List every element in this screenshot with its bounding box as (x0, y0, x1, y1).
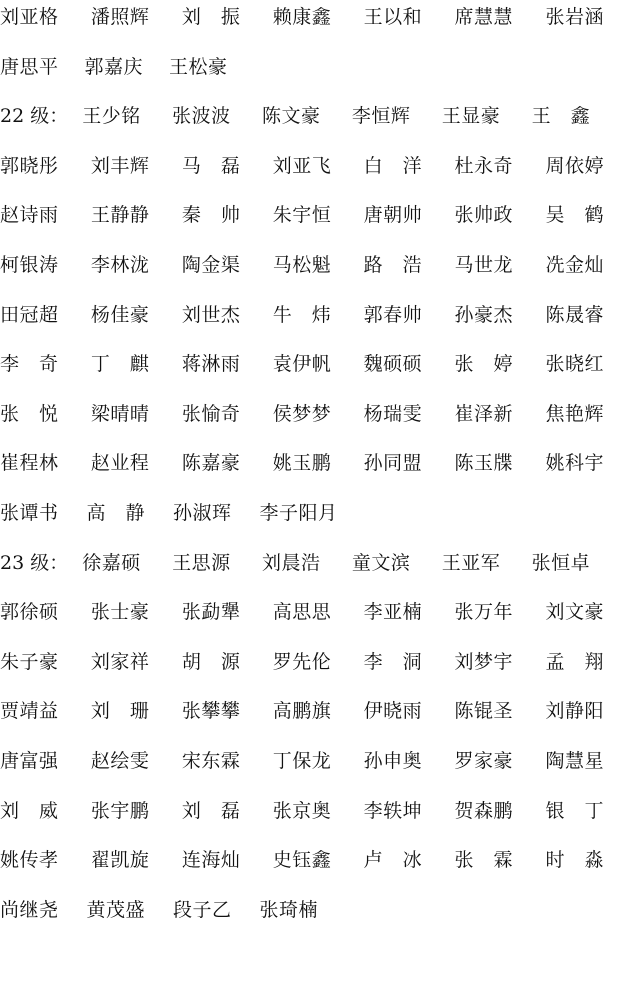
person-name: 王少铭 (82, 105, 141, 128)
person-name: 孙豪杰 (454, 303, 514, 326)
name-line (0, 300, 618, 330)
name-group (0, 448, 604, 478)
person-name: 赵诗雨 (0, 204, 59, 227)
person-name: 张万年 (454, 601, 514, 624)
person-name: 张士豪 (90, 601, 150, 624)
name-line (0, 895, 618, 925)
person-name: 张 霖 (454, 849, 514, 872)
name-line (0, 349, 618, 379)
person-name: 李 奇 (0, 353, 59, 376)
person-name: 陈晟睿 (545, 303, 604, 326)
person-name: 张勐犟 (181, 601, 241, 624)
person-name: 王静静 (90, 204, 150, 227)
person-name: 王思源 (172, 551, 231, 574)
name-group (0, 597, 604, 627)
person-name: 郭春帅 (363, 303, 423, 326)
person-name: 王亚军 (441, 551, 501, 574)
name-line (0, 796, 618, 826)
name-line (0, 101, 618, 131)
person-name: 段子乙 (173, 898, 232, 921)
person-name: 崔泽新 (454, 402, 514, 425)
person-name: 张恒卓 (531, 551, 591, 574)
person-name: 姚科宇 (545, 452, 604, 475)
name-group (0, 300, 604, 330)
name-line (0, 2, 618, 32)
person-name: 焦艳辉 (545, 402, 604, 425)
person-name: 周依婷 (545, 154, 604, 177)
name-group (0, 399, 604, 429)
name-group (0, 2, 604, 32)
person-name: 朱子豪 (0, 650, 59, 673)
name-line (0, 746, 618, 776)
person-name: 赖康鑫 (272, 6, 332, 28)
person-name: 杨瑞雯 (363, 402, 423, 425)
name-group (82, 548, 590, 578)
person-name: 尚继尧 (0, 898, 59, 921)
person-name: 白 洋 (363, 154, 423, 177)
name-line (0, 498, 618, 528)
person-name: 马松魁 (272, 254, 332, 276)
person-name: 姚玉鹏 (272, 452, 332, 475)
person-name: 刘晨浩 (262, 551, 321, 574)
person-name: 伊晓雨 (363, 700, 423, 723)
name-group (0, 349, 604, 379)
person-name: 刘世杰 (181, 303, 241, 326)
person-name: 王 鑫 (531, 105, 591, 128)
person-name: 唐富强 (0, 750, 59, 772)
person-name: 高思思 (272, 601, 332, 624)
person-name: 贺森鹏 (454, 799, 514, 822)
person-name: 刘丰辉 (90, 154, 150, 177)
person-name: 丁保龙 (272, 750, 332, 772)
person-name: 蒋淋雨 (181, 353, 241, 376)
name-group (82, 101, 590, 131)
person-name: 张晓红 (545, 353, 604, 376)
person-name: 黄茂盛 (86, 898, 146, 921)
name-line (0, 52, 618, 82)
person-name: 孙淑珲 (173, 502, 232, 524)
person-name: 刘亚格 (0, 6, 59, 28)
person-name: 杨佳豪 (90, 303, 150, 326)
name-line (0, 250, 618, 280)
person-name: 席慧慧 (454, 6, 514, 28)
person-name: 宋东霖 (181, 750, 241, 772)
person-name: 魏硕硕 (363, 353, 423, 376)
person-name: 李亚楠 (363, 601, 423, 624)
person-name: 连海灿 (181, 849, 241, 872)
person-name: 陶慧星 (545, 750, 604, 772)
person-name: 银 丁 (545, 799, 604, 822)
person-name: 李恒辉 (351, 105, 411, 128)
person-name: 刘 威 (0, 799, 59, 822)
person-name: 张愉奇 (181, 402, 241, 425)
person-name: 张 婷 (454, 353, 514, 376)
person-name: 胡 源 (181, 650, 241, 673)
person-name: 陶金渠 (181, 254, 241, 276)
name-line (0, 597, 618, 627)
person-name: 刘 珊 (90, 700, 150, 723)
person-name: 赵业程 (90, 452, 150, 475)
person-name: 高 静 (86, 502, 146, 524)
name-group (0, 200, 604, 230)
person-name: 张攀攀 (181, 700, 241, 723)
person-name: 刘静阳 (545, 700, 604, 723)
person-name: 卢 冰 (363, 849, 423, 872)
person-name: 张 悦 (0, 402, 59, 425)
person-name: 罗先伦 (272, 650, 332, 673)
name-line (0, 548, 618, 578)
person-name: 陈嘉豪 (181, 452, 241, 475)
person-name: 秦 帅 (181, 204, 241, 227)
name-group (0, 796, 604, 826)
person-name: 王显豪 (441, 105, 501, 128)
person-name: 姚传孝 (0, 849, 59, 872)
person-name: 陈文豪 (262, 105, 321, 128)
person-name: 刘 磊 (181, 799, 241, 822)
person-name: 李轶坤 (363, 799, 423, 822)
person-name: 唐朝帅 (363, 204, 423, 227)
person-name: 孙申奥 (363, 750, 423, 772)
name-group (0, 52, 604, 82)
name-group (0, 746, 604, 776)
person-name: 陈玉牒 (454, 452, 514, 475)
person-name: 路 浩 (363, 254, 423, 276)
person-name: 田冠超 (0, 303, 59, 326)
name-line (0, 448, 618, 478)
person-name: 唐思平 (0, 55, 59, 78)
name-line (0, 647, 618, 677)
person-name: 童文滨 (351, 551, 411, 574)
person-name: 吴 鹤 (545, 204, 604, 227)
person-name: 张岩涵 (545, 6, 604, 28)
person-name: 马世龙 (454, 254, 514, 276)
person-name: 翟凯旋 (90, 849, 150, 872)
person-name: 史钰鑫 (272, 849, 332, 872)
person-name: 崔程林 (0, 452, 59, 475)
name-group (0, 151, 604, 181)
person-name: 朱宇恒 (272, 204, 332, 227)
grade-label: 22 级： (0, 105, 69, 128)
name-line (0, 200, 618, 230)
person-name: 孟 翔 (545, 650, 604, 673)
person-name: 马 磊 (181, 154, 241, 177)
person-name: 袁伊帆 (272, 353, 332, 376)
name-group (0, 895, 604, 925)
person-name: 高鹏旗 (272, 700, 332, 723)
person-name: 杜永奇 (454, 154, 514, 177)
name-line (0, 151, 618, 181)
person-name: 张帅政 (454, 204, 514, 227)
person-name: 王松豪 (169, 55, 228, 78)
person-name: 李林泷 (90, 254, 150, 276)
person-name: 张京奥 (272, 799, 332, 822)
person-name: 罗家豪 (454, 750, 514, 772)
name-group (0, 498, 604, 528)
person-name: 张琦楠 (259, 898, 319, 921)
person-name: 牛 炜 (272, 303, 332, 326)
person-name: 赵绘雯 (90, 750, 150, 772)
name-line (0, 399, 618, 429)
name-group (0, 250, 604, 280)
person-name: 张宇鹏 (90, 799, 150, 822)
person-name: 郭嘉庆 (84, 55, 144, 78)
person-name: 冼金灿 (545, 254, 604, 276)
person-name: 刘家祥 (90, 650, 150, 673)
name-group (0, 696, 604, 726)
person-name: 时 淼 (545, 849, 604, 872)
person-name: 徐嘉硕 (82, 551, 141, 574)
name-line (0, 845, 618, 875)
person-name: 丁 麒 (90, 353, 150, 376)
person-name: 刘亚飞 (272, 154, 332, 177)
person-name: 张谭书 (0, 502, 59, 524)
person-name: 刘梦宇 (454, 650, 514, 673)
person-name: 李子阳月 (259, 502, 338, 524)
person-name: 李 洞 (363, 650, 423, 673)
grade-label: 23 级： (0, 551, 69, 574)
person-name: 潘照辉 (90, 6, 150, 28)
person-name: 贾靖益 (0, 700, 59, 723)
person-name: 刘文豪 (545, 601, 604, 624)
person-name: 柯银涛 (0, 254, 59, 276)
person-name: 王以和 (363, 6, 423, 28)
person-name: 郭晓彤 (0, 154, 59, 177)
person-name: 陈锟圣 (454, 700, 514, 723)
name-group (0, 845, 604, 875)
person-name: 梁晴晴 (90, 402, 150, 425)
person-name: 侯梦梦 (272, 402, 332, 425)
name-group (0, 647, 604, 677)
person-name: 郭徐硕 (0, 601, 59, 624)
person-name: 张波波 (172, 105, 231, 128)
name-line (0, 696, 618, 726)
person-name: 刘 振 (181, 6, 241, 28)
person-name: 孙同盟 (363, 452, 423, 475)
